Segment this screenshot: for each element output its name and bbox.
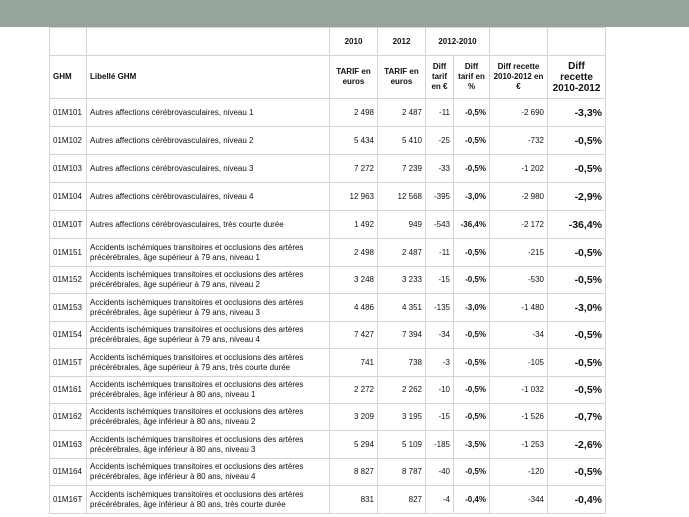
- tarif-2012-cell: 7 239: [378, 155, 426, 183]
- tarif-2010-cell: 2 272: [330, 377, 378, 404]
- tarif-2010-cell: 5 294: [330, 431, 378, 459]
- diff-recette-cell: -120: [490, 459, 548, 486]
- libelle-line-1: Accidents ischémiques transitoires et occlusions des artères: [90, 325, 304, 334]
- header-tarif-2012: TARIF en euros: [378, 56, 426, 99]
- table-row: [50, 127, 606, 155]
- diff-tarif-pct-cell: -0,5%: [454, 99, 490, 127]
- diff-tarif-pct-cell: -0,5%: [454, 239, 490, 267]
- libelle-cell: [87, 239, 330, 267]
- table-row: [50, 183, 606, 211]
- diff-tarif-cell: -25: [426, 127, 454, 155]
- libelle-line-2: précérébrales, âge supérieur à 79 ans, niveau 1: [90, 252, 260, 262]
- header-diff-recette-pct: Diff recette 2010-2012: [548, 56, 606, 99]
- ghm-code-cell: 01M15T: [50, 349, 87, 377]
- table-row: [50, 294, 606, 322]
- diff-recette-cell: -215: [490, 239, 548, 267]
- slide-header-bar: [0, 0, 689, 27]
- tarif-2010-cell: 741: [330, 349, 378, 377]
- libelle-line-2: précérébrales, âge inférieur à 80 ans, niveau 1: [90, 390, 256, 399]
- ghm-code-cell: 01M102: [50, 127, 87, 155]
- header-diff-recette: Diff recette 2010-2012 en €: [490, 56, 548, 99]
- table-row: [50, 267, 606, 294]
- ghm-tariff-table: [49, 27, 606, 514]
- diff-recette-pct-cell: -0,5%: [548, 127, 606, 155]
- ghm-code-cell: 01M10T: [50, 211, 87, 239]
- ghm-code-cell: 01M151: [50, 239, 87, 267]
- libelle-cell: [87, 404, 330, 431]
- header-tarif-2010: TARIF en euros: [330, 56, 378, 99]
- tarif-2012-cell: 5 109: [378, 431, 426, 459]
- diff-tarif-cell: -11: [426, 239, 454, 267]
- diff-recette-pct-cell: -0,5%: [548, 155, 606, 183]
- tarif-2012-cell: 7 394: [378, 322, 426, 349]
- ghm-code-cell: 01M161: [50, 377, 87, 404]
- tarif-2012-cell: 738: [378, 349, 426, 377]
- tarif-2012-cell: 2 262: [378, 377, 426, 404]
- libelle-cell: [87, 211, 330, 239]
- libelle-line-2: précérébrales, âge inférieur à 80 ans, très courte durée: [90, 499, 286, 509]
- libelle-line-2: précérébrales, âge inférieur à 80 ans, niveau 4: [90, 472, 256, 481]
- libelle-cell: [87, 127, 330, 155]
- diff-recette-cell: -1 253: [490, 431, 548, 459]
- libelle-cell: [87, 459, 330, 486]
- libelle-line-1: Accidents ischémiques transitoires et occlusions des artères: [90, 380, 304, 389]
- header-year-2010: 2010: [330, 28, 378, 56]
- diff-tarif-pct-cell: -0,5%: [454, 377, 490, 404]
- libelle-cell: [87, 294, 330, 322]
- libelle-line-2: précérébrales, âge supérieur à 79 ans, niveau 4: [90, 335, 260, 344]
- diff-tarif-cell: -4: [426, 486, 454, 514]
- libelle-text: Autres affections cérébrovasculaires, niveau 3: [90, 163, 254, 173]
- diff-recette-pct-cell: -0,5%: [548, 239, 606, 267]
- diff-recette-cell: -105: [490, 349, 548, 377]
- diff-recette-cell: -2 980: [490, 183, 548, 211]
- header-libelle: Libellé GHM: [87, 56, 330, 99]
- diff-recette-cell: -1 526: [490, 404, 548, 431]
- ghm-code-cell: 01M101: [50, 99, 87, 127]
- diff-recette-pct-cell: -3,0%: [548, 294, 606, 322]
- libelle-line-2: précérébrales, âge inférieur à 80 ans, niveau 3: [90, 444, 256, 454]
- tarif-2010-cell: 3 248: [330, 267, 378, 294]
- header-row-columns: [50, 56, 606, 99]
- ghm-code-cell: 01M104: [50, 183, 87, 211]
- libelle-cell: [87, 349, 330, 377]
- table-row: [50, 377, 606, 404]
- table-row: [50, 211, 606, 239]
- header-row-years: [50, 28, 606, 56]
- diff-recette-pct-cell: -3,3%: [548, 99, 606, 127]
- tarif-2012-cell: 8 787: [378, 459, 426, 486]
- diff-recette-cell: -1 480: [490, 294, 548, 322]
- tarif-2012-cell: 2 487: [378, 99, 426, 127]
- diff-tarif-pct-cell: -3,0%: [454, 183, 490, 211]
- diff-recette-pct-cell: -0,5%: [548, 377, 606, 404]
- diff-tarif-cell: -15: [426, 404, 454, 431]
- diff-tarif-pct-cell: -0,4%: [454, 486, 490, 514]
- libelle-line-1: Accidents ischémiques transitoires et occlusions des artères: [90, 270, 304, 279]
- diff-recette-cell: -344: [490, 486, 548, 514]
- tarif-2010-cell: 8 827: [330, 459, 378, 486]
- diff-tarif-pct-cell: -3,5%: [454, 431, 490, 459]
- tarif-2012-cell: 827: [378, 486, 426, 514]
- diff-tarif-cell: -3: [426, 349, 454, 377]
- tarif-2012-cell: 12 568: [378, 183, 426, 211]
- diff-recette-pct-cell: -36,4%: [548, 211, 606, 239]
- libelle-line-2: précérébrales, âge inférieur à 80 ans, niveau 2: [90, 417, 256, 426]
- libelle-line-1: Accidents ischémiques transitoires et occlusions des artères: [90, 462, 304, 471]
- table-row: [50, 459, 606, 486]
- libelle-cell: [87, 99, 330, 127]
- diff-recette-pct-cell: -0,5%: [548, 322, 606, 349]
- libelle-line-2: précérébrales, âge supérieur à 79 ans, niveau 2: [90, 280, 260, 289]
- tarif-2010-cell: 7 272: [330, 155, 378, 183]
- libelle-line-1: Accidents ischémiques transitoires et occlusions des artères: [90, 242, 304, 252]
- ghm-code-cell: 01M103: [50, 155, 87, 183]
- ghm-code-cell: 01M16T: [50, 486, 87, 514]
- table-row: [50, 404, 606, 431]
- tarif-2010-cell: 4 486: [330, 294, 378, 322]
- diff-tarif-cell: -10: [426, 377, 454, 404]
- libelle-cell: [87, 155, 330, 183]
- tarif-2012-cell: 3 233: [378, 267, 426, 294]
- ghm-code-cell: 01M163: [50, 431, 87, 459]
- diff-tarif-pct-cell: -0,5%: [454, 155, 490, 183]
- diff-tarif-pct-cell: -0,5%: [454, 322, 490, 349]
- tarif-2010-cell: 2 498: [330, 239, 378, 267]
- diff-tarif-cell: -40: [426, 459, 454, 486]
- ghm-code-cell: 01M154: [50, 322, 87, 349]
- diff-recette-pct-cell: -0,7%: [548, 404, 606, 431]
- diff-recette-pct-cell: -0,5%: [548, 267, 606, 294]
- header-blank-cell: [490, 28, 548, 56]
- diff-tarif-cell: -543: [426, 211, 454, 239]
- libelle-line-2: précérébrales, âge supérieur à 79 ans, très courte durée: [90, 362, 291, 372]
- diff-recette-pct-cell: -0,4%: [548, 486, 606, 514]
- diff-tarif-cell: -15: [426, 267, 454, 294]
- diff-tarif-cell: -11: [426, 99, 454, 127]
- diff-tarif-pct-cell: -0,5%: [454, 349, 490, 377]
- diff-recette-cell: -1 202: [490, 155, 548, 183]
- libelle-text: Autres affections cérébrovasculaires, niveau 4: [90, 191, 254, 201]
- diff-tarif-pct-cell: -0,5%: [454, 459, 490, 486]
- diff-tarif-cell: -185: [426, 431, 454, 459]
- diff-tarif-pct-cell: -0,5%: [454, 267, 490, 294]
- diff-tarif-pct-cell: -36,4%: [454, 211, 490, 239]
- libelle-line-1: Accidents ischémiques transitoires et occlusions des artères: [90, 407, 304, 416]
- libelle-cell: [87, 322, 330, 349]
- libelle-line-2: précérébrales, âge supérieur à 79 ans, niveau 3: [90, 307, 260, 317]
- diff-tarif-cell: -395: [426, 183, 454, 211]
- diff-tarif-pct-cell: -0,5%: [454, 404, 490, 431]
- tarif-2012-cell: 3 195: [378, 404, 426, 431]
- tarif-2010-cell: 12 963: [330, 183, 378, 211]
- header-blank-cell: [87, 28, 330, 56]
- libelle-cell: [87, 431, 330, 459]
- diff-recette-pct-cell: -2,6%: [548, 431, 606, 459]
- header-year-2012: 2012: [378, 28, 426, 56]
- libelle-cell: [87, 377, 330, 404]
- libelle-cell: [87, 183, 330, 211]
- tarif-2012-cell: 5 410: [378, 127, 426, 155]
- diff-recette-pct-cell: -0,5%: [548, 349, 606, 377]
- table-row: [50, 349, 606, 377]
- diff-tarif-pct-cell: -0,5%: [454, 127, 490, 155]
- libelle-line-1: Accidents ischémiques transitoires et occlusions des artères: [90, 434, 304, 444]
- diff-tarif-pct-cell: -3,0%: [454, 294, 490, 322]
- libelle-cell: [87, 267, 330, 294]
- ghm-code-cell: 01M152: [50, 267, 87, 294]
- diff-recette-cell: -732: [490, 127, 548, 155]
- diff-recette-cell: -2 690: [490, 99, 548, 127]
- diff-recette-cell: -2 172: [490, 211, 548, 239]
- table-row: [50, 239, 606, 267]
- ghm-code-cell: 01M162: [50, 404, 87, 431]
- libelle-text: Autres affections cérébrovasculaires, très courte durée: [90, 219, 284, 229]
- tarif-2012-cell: 4 351: [378, 294, 426, 322]
- libelle-line-1: Accidents ischémiques transitoires et occlusions des artères: [90, 352, 304, 362]
- table-row: [50, 486, 606, 514]
- header-diff-tarif: Diff tarif en €: [426, 56, 454, 99]
- tarif-2010-cell: 1 492: [330, 211, 378, 239]
- tarif-2010-cell: 2 498: [330, 99, 378, 127]
- diff-recette-cell: -1 032: [490, 377, 548, 404]
- header-blank-cell: [548, 28, 606, 56]
- tarif-2012-cell: 949: [378, 211, 426, 239]
- header-diff-tarif-pct: Diff tarif en %: [454, 56, 490, 99]
- libelle-cell: [87, 486, 330, 514]
- table-row: [50, 155, 606, 183]
- table-row: [50, 99, 606, 127]
- header-ghm: GHM: [50, 56, 87, 99]
- diff-tarif-cell: -34: [426, 322, 454, 349]
- ghm-code-cell: 01M153: [50, 294, 87, 322]
- libelle-line-1: Accidents ischémiques transitoires et occlusions des artères: [90, 489, 304, 499]
- tarif-2010-cell: 7 427: [330, 322, 378, 349]
- libelle-text: Autres affections cérébrovasculaires, niveau 2: [90, 135, 254, 145]
- diff-recette-pct-cell: -2,9%: [548, 183, 606, 211]
- tarif-2010-cell: 3 209: [330, 404, 378, 431]
- libelle-line-1: Accidents ischémiques transitoires et occlusions des artères: [90, 297, 304, 307]
- diff-recette-pct-cell: -0,5%: [548, 459, 606, 486]
- table-row: [50, 322, 606, 349]
- tarif-2010-cell: 5 434: [330, 127, 378, 155]
- table-row: [50, 431, 606, 459]
- tarif-2012-cell: 2 487: [378, 239, 426, 267]
- diff-recette-cell: -34: [490, 322, 548, 349]
- libelle-text: Autres affections cérébrovasculaires, niveau 1: [90, 107, 254, 117]
- diff-recette-cell: -530: [490, 267, 548, 294]
- tarif-2010-cell: 831: [330, 486, 378, 514]
- diff-tarif-cell: -33: [426, 155, 454, 183]
- ghm-code-cell: 01M164: [50, 459, 87, 486]
- header-year-range: 2012-2010: [426, 28, 490, 56]
- header-blank-cell: [50, 28, 87, 56]
- diff-tarif-cell: -135: [426, 294, 454, 322]
